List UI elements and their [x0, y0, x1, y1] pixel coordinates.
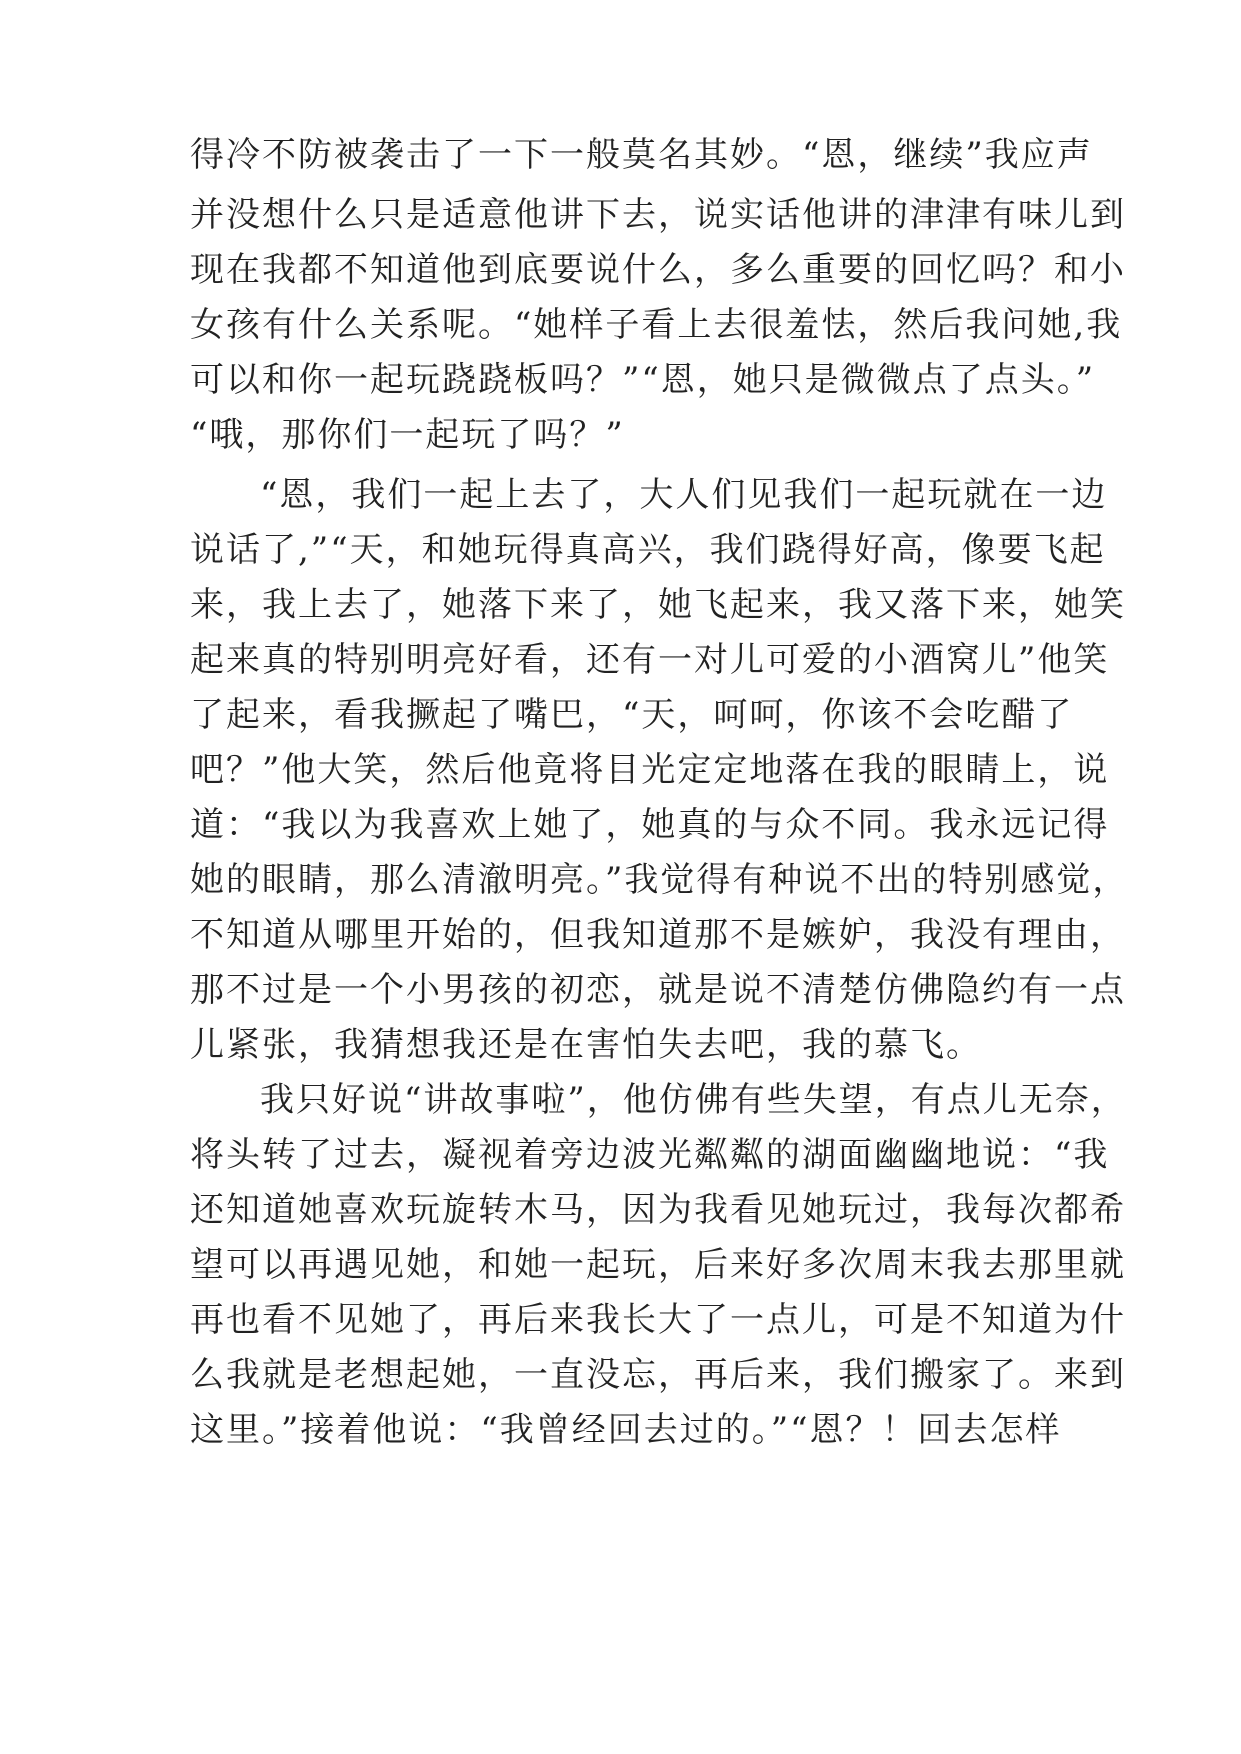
text-line: 还知道她喜欢玩旋转木马，因为我看见她玩过，我每次都希 — [190, 1190, 1126, 1230]
text-line: 道：“我以为我喜欢上她了，她真的与众不同。我永远记得 — [190, 805, 1110, 845]
text-line: 么我就是老想起她，一直没忘，再后来，我们搬家了。来到 — [190, 1355, 1126, 1395]
paragraph-first-line: 我只好说“讲故事啦”，他仿佛有些失望，有点儿无奈， — [260, 1080, 1127, 1120]
text-line: 了起来，看我撅起了嘴巴，“天，呵呵，你该不会吃醋了 — [190, 695, 1074, 735]
text-line: 现在我都不知道他到底要说什么，多么重要的回忆吗？和小 — [190, 250, 1126, 290]
text-line: 不知道从哪里开始的，但我知道那不是嫉妒，我没有理由， — [190, 915, 1126, 955]
text-line: 吧？”他大笑，然后他竟将目光定定地落在我的眼睛上，说 — [190, 750, 1110, 790]
text-line: 来，我上去了，她落下来了，她飞起来，我又落下来，她笑 — [190, 585, 1126, 625]
paragraph-first-line: “恩，我们一起上去了，大人们见我们一起玩就在一边 — [260, 475, 1108, 515]
text-line: 得冷不防被袭击了一下一般莫名其妙。“恩，继续”我应声 — [190, 135, 1093, 175]
text-line: 再也看不见她了，再后来我长大了一点儿，可是不知道为什 — [190, 1300, 1126, 1340]
text-line: 将头转了过去，凝视着旁边波光粼粼的湖面幽幽地说：“我 — [190, 1135, 1110, 1175]
text-line: 望可以再遇见她，和她一起玩，后来好多次周末我去那里就 — [190, 1245, 1126, 1285]
text-line: 起来真的特别明亮好看，还有一对儿可爱的小酒窝儿”他笑 — [190, 640, 1110, 680]
text-line: 那不过是一个小男孩的初恋，就是说不清楚仿佛隐约有一点 — [190, 970, 1126, 1010]
text-line: 女孩有什么关系呢。“她样子看上去很羞怯，然后我问她,我 — [190, 305, 1123, 345]
text-line: 并没想什么只是适意他讲下去，说实话他讲的津津有味儿到 — [190, 195, 1126, 235]
text-line: 她的眼睛，那么清澈明亮。”我觉得有种说不出的特别感觉， — [190, 860, 1129, 900]
text-line: 可以和你一起玩跷跷板吗？”“恩，她只是微微点了点头。” — [190, 360, 1096, 400]
text-line: 说话了,”“天，和她玩得真高兴，我们跷得好高，像要飞起 — [190, 530, 1106, 570]
text-line: 儿紧张，我猜想我还是在害怕失去吧，我的慕飞。 — [190, 1025, 982, 1065]
text-line: 这里。”接着他说：“我曾经回去过的。”“恩？！回去怎样 — [190, 1410, 1062, 1450]
text-line: “哦，那你们一起玩了吗？” — [190, 415, 625, 455]
